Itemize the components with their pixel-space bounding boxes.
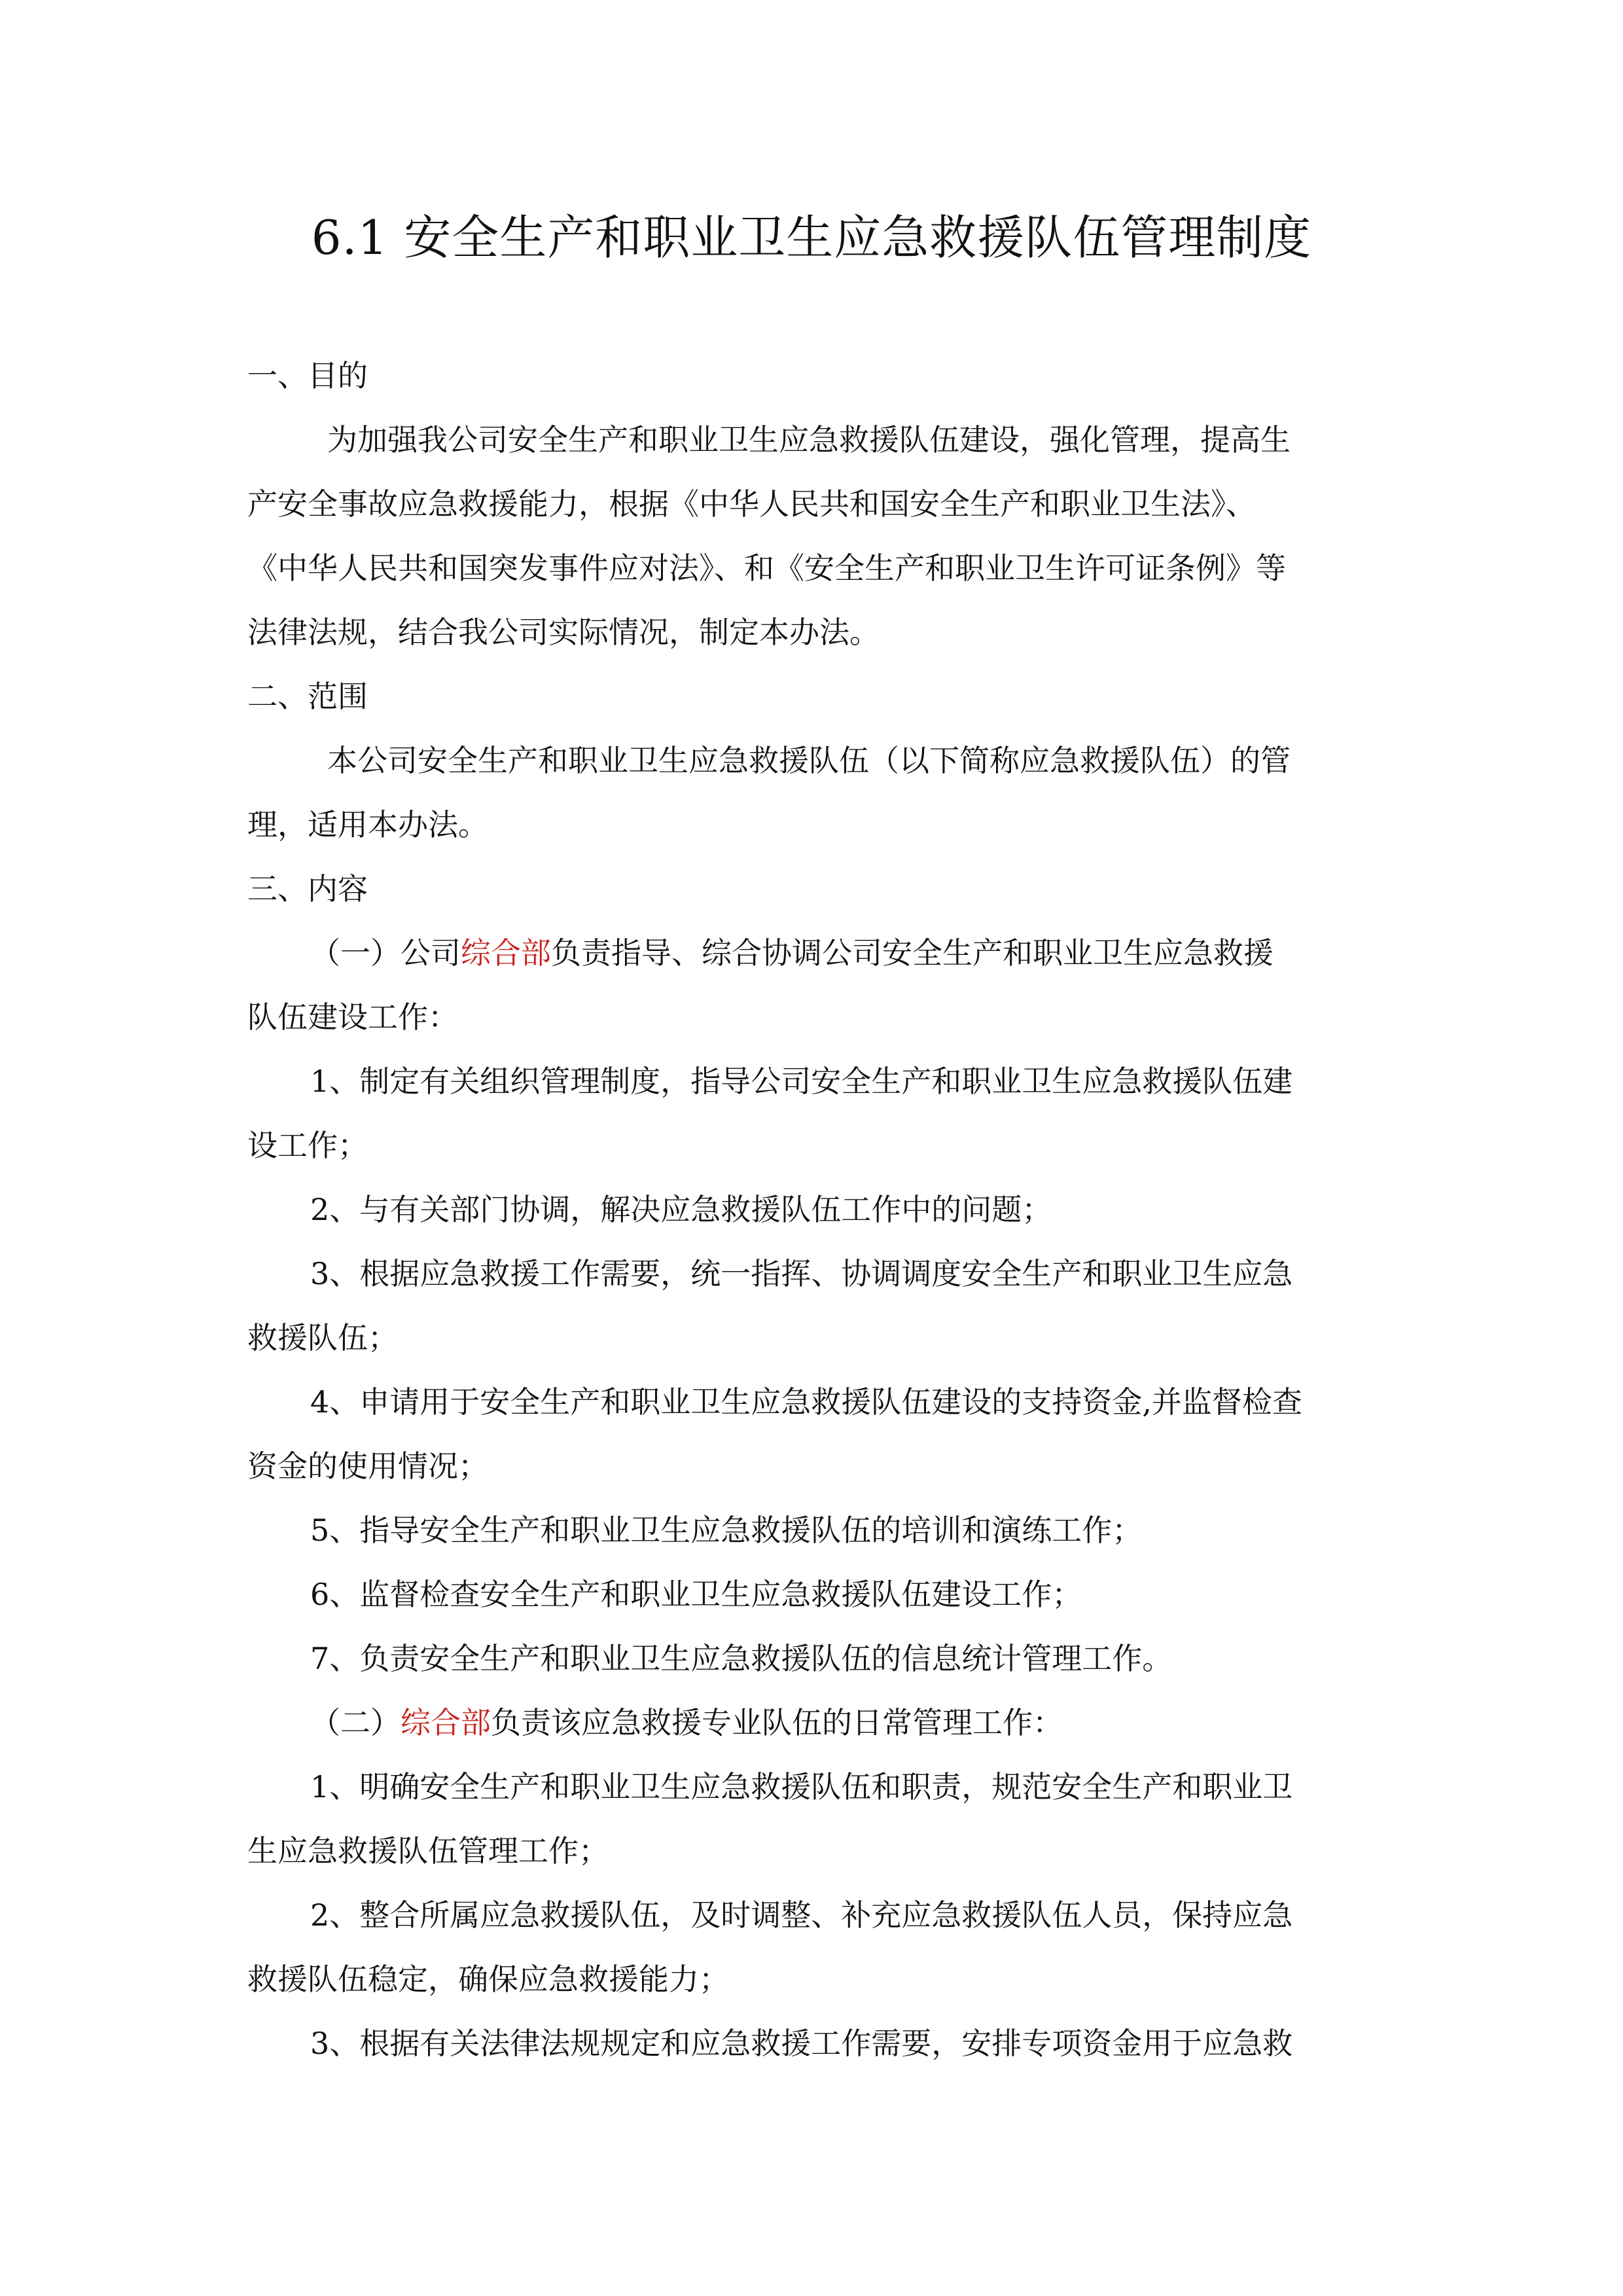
paragraph-line: 产安全事故应急救援能力，根据《中华人民共和国安全生产和职业卫生法》、 [247, 486, 1256, 522]
list-item-continuation: 救援队伍； [247, 1320, 398, 1355]
paragraph-line: 《中华人民共和国突发事件应对法》、和《安全生产和职业卫生许可证条例》等 [247, 550, 1286, 586]
paragraph-line: 理，适用本办法。 [247, 807, 488, 842]
list-item: 1、制定有关组织管理制度，指导公司安全生产和职业卫生应急救援队伍建 [310, 1064, 1293, 1099]
list-item: 2、与有关部门协调，解决应急救援队伍工作中的问题； [310, 1192, 1052, 1227]
subsection-heading-1 [310, 933, 1274, 973]
paragraph-line: 队伍建设工作： [247, 999, 458, 1035]
list-item: 2、整合所属应急救援队伍，及时调整、补充应急救援队伍人员，保持应急 [310, 1897, 1293, 1933]
highlighted-department: 综合部 [401, 1705, 491, 1740]
paragraph-line: 法律法规，结合我公司实际情况，制定本办法。 [247, 615, 880, 650]
list-item: 7、负责安全生产和职业卫生应急救援队伍的信息统计管理工作。 [310, 1641, 1173, 1676]
subsection-prefix: （二） [310, 1705, 401, 1740]
list-item-continuation: 资金的使用情况； [247, 1448, 488, 1484]
document-title: 6.1 安全生产和职业卫生应急救援队伍管理制度 [311, 210, 1312, 265]
section-heading-scope: 二、范围 [247, 679, 368, 714]
subsection-heading-2 [310, 1703, 1063, 1742]
section-heading-content: 三、内容 [247, 871, 368, 906]
paragraph-line: 为加强我公司安全生产和职业卫生应急救援队伍建设，强化管理，提高生 [327, 422, 1291, 457]
subsection-prefix: （一）公司 [310, 935, 461, 971]
subsection-text: 负责该应急救援专业队伍的日常管理工作： [491, 1705, 1063, 1740]
list-item: 3、根据应急救援工作需要，统一指挥、协调调度安全生产和职业卫生应急 [310, 1256, 1293, 1291]
section-heading-purpose: 一、目的 [247, 358, 368, 393]
list-item-continuation: 生应急救援队伍管理工作； [247, 1833, 609, 1869]
highlighted-department: 综合部 [461, 935, 551, 971]
subsection-text: 负责指导、综合协调公司安全生产和职业卫生应急救援 [551, 935, 1274, 971]
list-item: 3、根据有关法律法规规定和应急救援工作需要，安排专项资金用于应急救 [310, 2026, 1293, 2061]
paragraph-line: 本公司安全生产和职业卫生应急救援队伍（以下简称应急救援队伍）的管 [327, 743, 1291, 778]
list-item-continuation: 设工作； [247, 1128, 368, 1163]
list-item: 4、申请用于安全生产和职业卫生应急救援队伍建设的支持资金,并监督检查 [310, 1384, 1302, 1420]
list-item: 1、明确安全生产和职业卫生应急救援队伍和职责，规范安全生产和职业卫 [310, 1769, 1293, 1804]
list-item: 6、监督检查安全生产和职业卫生应急救援队伍建设工作； [310, 1577, 1082, 1612]
list-item-continuation: 救援队伍稳定，确保应急救援能力； [247, 1962, 729, 1997]
list-item: 5、指导安全生产和职业卫生应急救援队伍的培训和演练工作； [310, 1513, 1143, 1548]
